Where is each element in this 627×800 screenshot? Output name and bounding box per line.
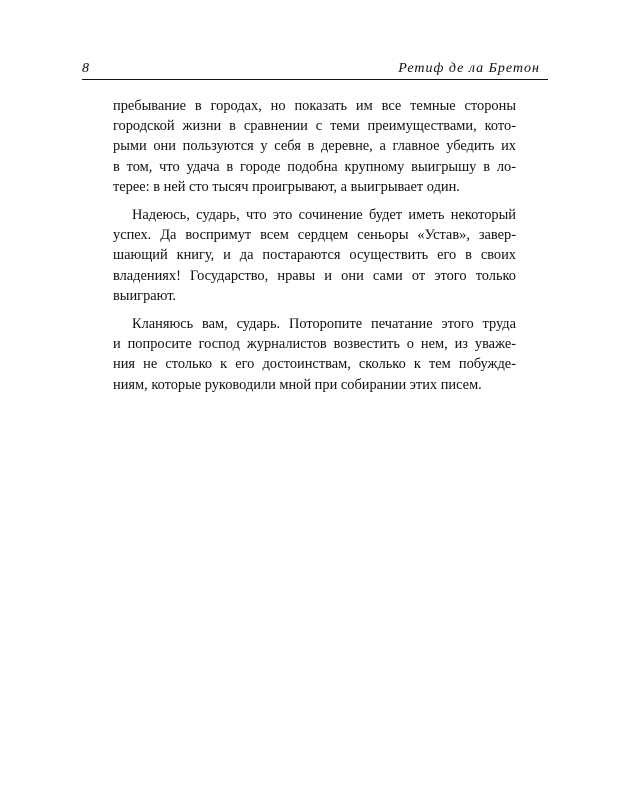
paragraph-1 [113, 96, 516, 197]
text-line: Кланяюсь вам, сударь. Поторопите печатание этого труда [132, 316, 516, 333]
text-line: шающий книгу, и да постараются осуществить его в своих [113, 247, 516, 264]
paragraph-3 [113, 314, 516, 395]
text-line: ния не столько к его достоинствам, сколько к тем побужде- [113, 356, 516, 373]
text-line: Надеюсь, сударь, что это сочинение будет иметь некоторый [132, 207, 516, 224]
text-line: выиграют. [113, 287, 177, 304]
running-header [82, 57, 548, 79]
text-line: владениях! Государство, нравы и они сами от этого только [113, 267, 516, 284]
paragraph-2 [113, 205, 516, 306]
text-line: в том, что удача в городе подобна крупному выигрышу в ло- [113, 158, 516, 175]
text-line: пребывание в городах, но показать им все темные стороны [113, 98, 516, 114]
text-line: и попросите господ журналистов возвестить о нем, из уваже- [113, 336, 516, 353]
text-line: ниям, которые руководили мной при собирании этих писем. [113, 376, 482, 393]
running-title: Ретиф де ла Бретон [398, 61, 540, 76]
body-text [113, 96, 516, 403]
text-line: успех. Да воспримут всем сердцем сеньоры «Устав», завер- [113, 227, 516, 244]
header-rule [82, 79, 548, 80]
text-line: городской жизни в сравнении с теми преимуществами, кото- [113, 118, 516, 135]
text-line: рыми они пользуются у себя в деревне, а главное убедить их [113, 138, 516, 155]
page-number: 8 [82, 61, 89, 76]
text-line: терее: в ней сто тысяч проигрывают, а выигрывает один. [113, 178, 460, 195]
